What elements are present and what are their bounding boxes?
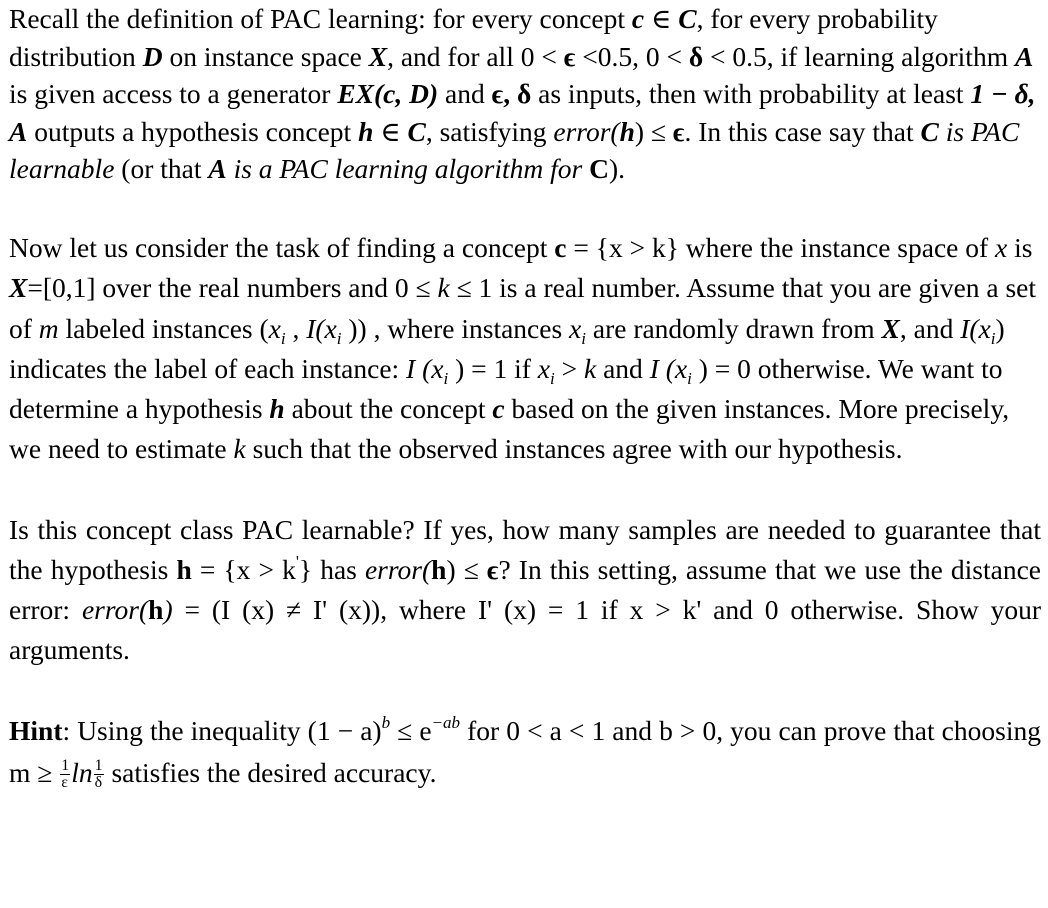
math-superscript: b — [381, 712, 391, 732]
math-term: ln — [71, 756, 93, 788]
text: > — [554, 352, 584, 384]
math-var: A — [1014, 40, 1034, 72]
text: Recall the definition of PAC learning: for every concept — [9, 3, 632, 34]
math-var: h — [269, 393, 285, 425]
math-var: A — [208, 153, 227, 185]
math-var: δ — [688, 40, 704, 72]
math-var: h — [619, 115, 635, 147]
math-var: ϵ — [563, 40, 576, 72]
text: ) indicates the label of each instance: — [9, 312, 1005, 384]
text: , satisfying — [425, 115, 554, 147]
math-var: D — [142, 40, 163, 72]
math-term: ) — [163, 593, 173, 625]
math-term: I(x — [960, 312, 991, 344]
text: , — [285, 312, 307, 344]
text: , and for all 0 < — [387, 40, 564, 72]
fraction-denominator: ε — [61, 774, 68, 792]
text: ∈ — [644, 3, 679, 34]
math-var: h — [431, 553, 447, 585]
math-var: C — [678, 3, 697, 34]
math-subscript: i — [687, 368, 692, 388]
math-var: C — [920, 115, 939, 147]
text: as inputs, then with probability at least — [531, 78, 971, 110]
text: ) ≤ — [446, 553, 487, 585]
text: on instance space — [162, 40, 369, 72]
text: is — [1007, 231, 1033, 263]
text: ) = 1 if — [448, 352, 538, 384]
math-var: c — [631, 3, 645, 34]
math-subscript: i — [990, 328, 996, 348]
math-var: EX(c, D) — [337, 78, 439, 110]
math-var: x — [268, 312, 281, 344]
text: is given access to a generator — [9, 78, 338, 110]
fraction — [60, 758, 70, 793]
math-subscript: i — [443, 368, 449, 388]
hint-label: Hint — [9, 714, 63, 746]
math-subscript: i — [336, 328, 342, 348]
text: , for every probability distribution — [9, 3, 938, 72]
fraction-numerator: 1 — [61, 756, 70, 774]
text: } has — [298, 553, 365, 585]
math-var: ϵ — [672, 115, 685, 147]
math-var: ϵ, δ — [491, 78, 532, 110]
text: ∈ — [373, 115, 408, 147]
math-var: X — [881, 312, 900, 344]
math-term: I (x — [406, 352, 444, 384]
text: for 0 < a < 1 and b > 0, you can prove that choosing m ≥ — [9, 714, 1041, 788]
text: : Using the inequality (1 − a) — [62, 714, 382, 746]
math-term: error( — [81, 593, 149, 625]
math-var: x — [569, 312, 582, 344]
text: ). — [608, 153, 625, 185]
text: , and — [899, 312, 961, 344]
math-var: x — [537, 352, 550, 384]
text: < 0.5, if learning algorithm — [703, 40, 1015, 72]
math-var: X — [9, 272, 28, 304]
task-paragraph — [9, 228, 1041, 470]
text: ? In this setting, assume that we use the distance error: — [9, 553, 1041, 625]
math-var: c — [492, 393, 505, 425]
text: and — [596, 352, 650, 384]
math-term: I (x — [649, 352, 688, 384]
math-subscript: i — [581, 328, 586, 348]
text: satisfies the desired accuracy. — [104, 756, 437, 788]
math-var: h — [176, 553, 192, 585]
text: = (I (x) ≠ I' (x)), where I' (x) = 1 if x > k' and 0 otherwise. Show your arguments. — [9, 593, 1041, 665]
math-var: C — [407, 115, 426, 147]
text: = {x > k} where the instance space of — [566, 231, 996, 263]
problem-text — [9, 0, 1041, 794]
math-term: is a PAC learning algorithm for — [226, 153, 590, 185]
math-var: m — [38, 312, 59, 344]
math-var: k — [584, 352, 597, 384]
math-var: C — [589, 153, 609, 185]
text: Now let us consider the task of finding a concept — [9, 231, 555, 263]
text: ≤ e — [390, 714, 432, 746]
text: about the concept — [284, 393, 493, 425]
pac-definition-paragraph — [9, 0, 1041, 188]
fraction-denominator: δ — [94, 774, 103, 792]
math-var: k — [437, 272, 450, 304]
text: are randomly drawn from — [586, 312, 882, 344]
math-superscript: −ab — [431, 712, 461, 732]
math-term: I(x — [306, 312, 337, 344]
text: such that the observed instances agree with our hypothesis. — [245, 433, 903, 465]
text: . In this case say that — [684, 115, 921, 147]
text: ) = 0 otherwise. We want to determine a hypothesis — [9, 352, 1003, 425]
fraction — [94, 758, 104, 793]
text: (or that — [114, 153, 209, 185]
math-var: c — [554, 231, 567, 263]
math-var: h — [148, 593, 164, 625]
math-subscript: i — [550, 368, 555, 388]
fraction-numerator: 1 — [94, 756, 103, 774]
text: = {x > k — [191, 553, 296, 585]
hint-paragraph — [9, 710, 1041, 794]
math-term: error( — [364, 553, 432, 585]
text: Is this concept class PAC learnable? If yes, how many samples are needed to guarantee that the hypothesis — [9, 513, 1041, 585]
math-var: k — [233, 433, 246, 465]
text: ) ≤ — [634, 115, 673, 147]
math-term: is PAC learnable — [9, 115, 1020, 185]
text: based on the given instances. More precisely, we need to estimate — [9, 393, 1010, 465]
text: =[0,1] over the real numbers and 0 ≤ — [27, 272, 438, 304]
text: )) , where instances — [341, 312, 570, 344]
text: <0.5, 0 < — [575, 40, 689, 72]
math-var: 1 − δ, A — [9, 78, 1036, 147]
text: outputs a hypothesis concept — [27, 115, 359, 147]
text: labeled instances ( — [58, 312, 269, 344]
math-term: error( — [553, 115, 620, 147]
text: ≤ 1 is a real number. Assume that you are given a set of — [9, 272, 1037, 344]
text: and — [438, 78, 492, 110]
math-var: h — [358, 115, 374, 147]
math-subscript: i — [280, 328, 286, 348]
question-paragraph — [9, 510, 1041, 670]
math-var: x — [995, 231, 1008, 263]
math-superscript: ' — [295, 551, 299, 571]
math-var: X — [368, 40, 388, 72]
math-var: ϵ — [486, 553, 499, 585]
